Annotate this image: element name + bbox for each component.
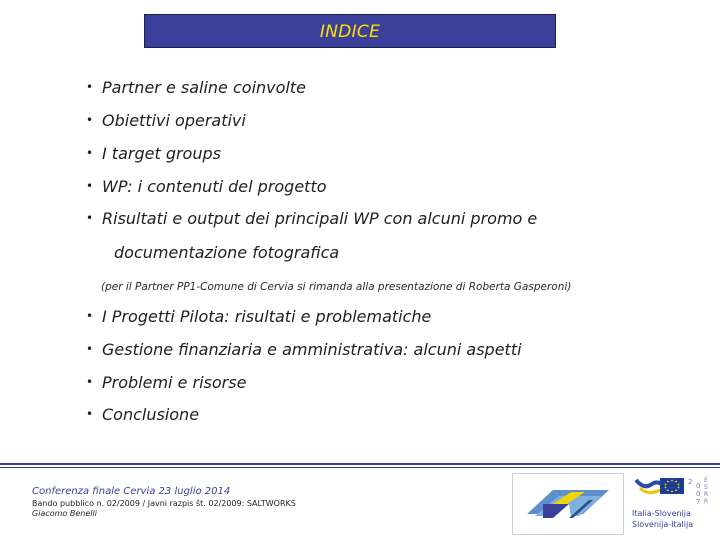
list-item-text: Gestione finanziaria e amministrativa: alcuni aspetti [102, 340, 522, 359]
footer-divider-thin [0, 467, 720, 468]
svg-text:R: R [704, 491, 709, 498]
svg-text:2: 2 [688, 478, 693, 486]
list-item [86, 405, 199, 424]
footer-bando: Bando pubblico n. 02/2009 / Javni razpis št. 02/2009: SALTWORKS [32, 499, 296, 508]
svg-text:0: 0 [696, 482, 701, 490]
svg-text:0: 0 [696, 490, 701, 498]
svg-text:S: S [704, 484, 708, 491]
title-banner [144, 14, 556, 48]
eu-caption [632, 508, 693, 530]
eu-caption-line1: Italia-Slovenija [632, 509, 691, 518]
list-item-text: I Progetti Pilota: risultati e problematiche [102, 307, 432, 326]
footer-author: Giacomo Benelli [32, 509, 97, 518]
list-item-continuation: documentazione fotografica [114, 243, 340, 262]
list-item-text: Obiettivi operativi [102, 111, 246, 130]
bullet-icon: • [86, 80, 94, 94]
list-item-text: Problemi e risorse [102, 373, 247, 392]
list-item-text: WP: i contenuti del progetto [102, 177, 327, 196]
svg-text:E: E [704, 477, 708, 484]
bullet-icon: • [86, 179, 94, 193]
bullet-icon: • [86, 342, 94, 356]
eu-caption-line2: Slovenija-Italija [632, 520, 694, 529]
list-item [86, 177, 327, 196]
bullet-icon: • [86, 146, 94, 160]
svg-text:R: R [704, 498, 709, 505]
list-item-text: Conclusione [102, 405, 200, 424]
page-title: INDICE [319, 22, 381, 42]
list-item [86, 340, 522, 359]
list-item [86, 144, 221, 163]
saltworks-logo [512, 473, 624, 535]
list-item [86, 307, 431, 326]
list-item [86, 78, 306, 97]
bullet-icon: • [86, 407, 94, 421]
list-item-text: Partner e saline coinvolte [102, 78, 306, 97]
footer-divider [0, 463, 720, 465]
bullet-icon: • [86, 113, 94, 127]
list-item-text: Risultati e output dei principali WP con alcuni promo e [102, 209, 538, 228]
list-item [86, 373, 246, 392]
bullet-icon: • [86, 375, 94, 389]
svg-text:7: 7 [696, 498, 701, 506]
list-item [86, 209, 537, 228]
partner-note: (per il Partner PP1-Comune di Cervia si rimanda alla presentazione di Roberta Gasperoni) [101, 281, 572, 293]
list-item-text: I target groups [102, 144, 221, 163]
footer-conference: Conferenza finale Cervia 23 luglio 2014 [32, 486, 231, 497]
list-item [86, 111, 246, 130]
bullet-icon: • [86, 309, 94, 323]
saltworks-logo-icon [513, 474, 623, 534]
bullet-icon: • [86, 211, 94, 225]
